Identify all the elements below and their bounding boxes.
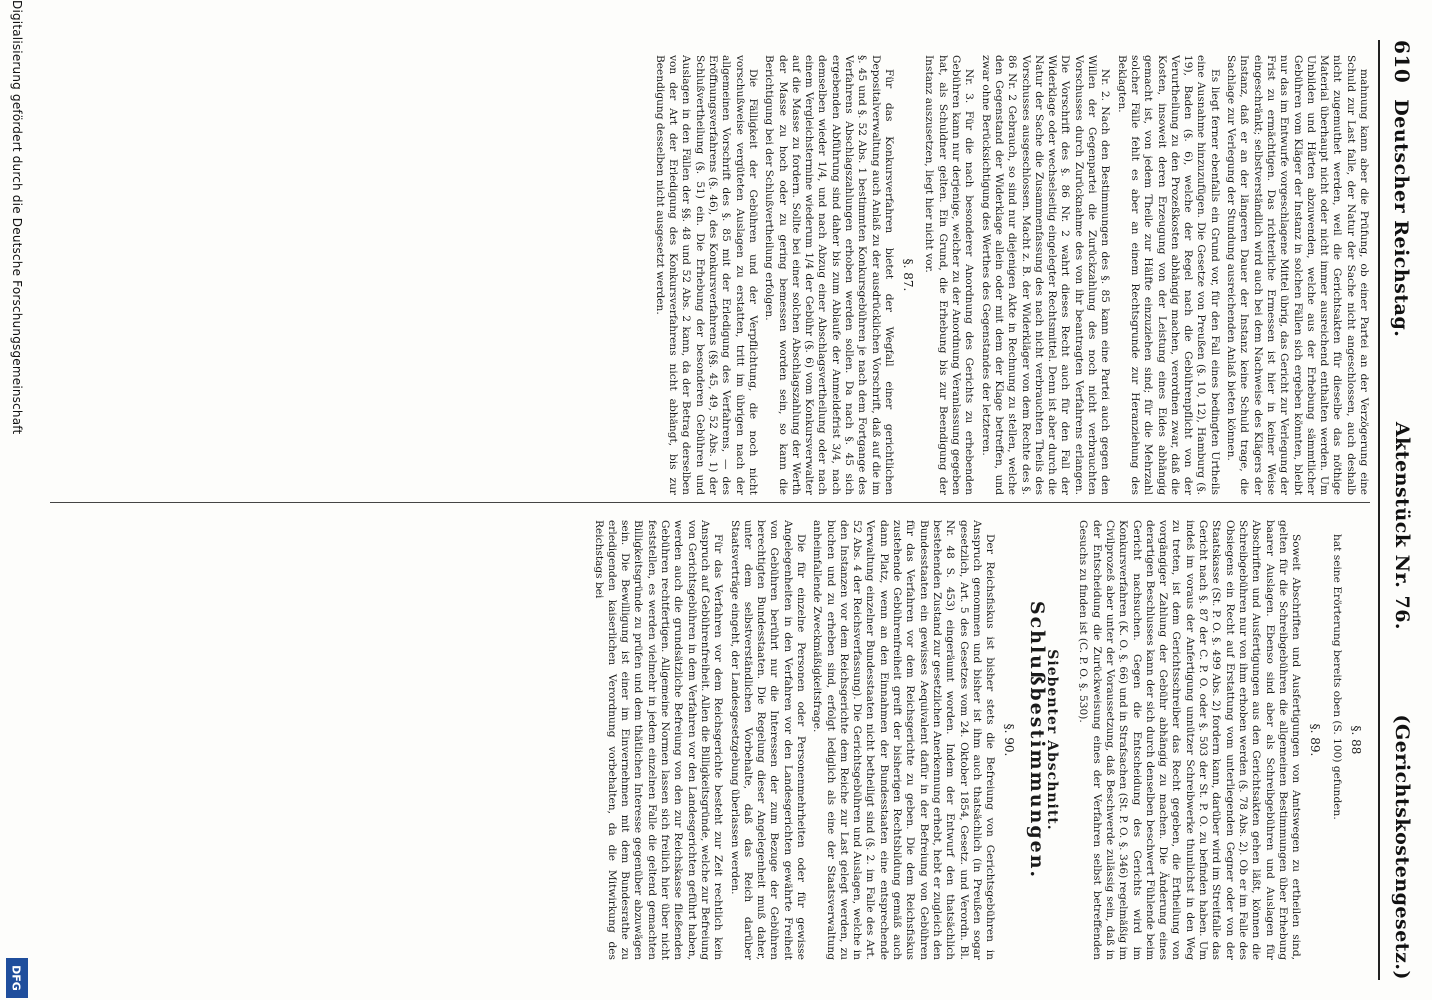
left-paragraph: mahnung kann aber die Prüfung, ob einer Partei an der Verzögerung eine Schuld zur Last falle, der Natur der Sache nicht angeschlossen, auch deshalb nicht zugemuthet werden, weil die Gerichtsakten für dieselbe das nöthige Material überhaupt nicht oder nicht immer ausreichend enthalten werden. Um Unbilden und Härten abzuwenden, welche aus der Erhebung sämmtlicher Gebühren vom Kläger der Instanz in solchen Fällen sich ergeben könnten, bleibt nur das im Entwurfe vorgeschlagene Mittel übrig, das Gericht zur Verlegung der Frist zu ermächtigen. Das richterliche Ermessen ist hier in keiner Weise eingeschränkt; selbstverständlich wird auch bei dem Nachweise des Klägers der Instanz, daß er an der längeren Dauer der Instanz keine Schuld trage, die Sachlage zur Verlegung der Stundung ausreichenden Anlaß bieten können. [1225,55,1370,495]
running-head-topic: (Gerichtskostengesetz.) [1391,714,1413,980]
paragraph-90: Die für einzelne Personen oder Personenmehrheiten oder für gewisse Angelegenheiten in den Verfahren vor den Landesgerichten gewährte Freiheit von Gebühren berührt nur die Interessen der zum Bezuge der Gebühren berechtigten Bundesstaaten. Die Regelung dieser Angelegenheit muß daher, unter dem selbstverständlichen Vorbehalte, daß das Reich darüber Staatsverträge eingeht, der Landesgesetzgebung überlassen werden. [728,520,808,960]
left-paragraph: Die Fälligkeit der Gebühren und der Verpflichtung, die noch nicht vorschußweise vergüteten Auslagen zu erstatten, tritt im übrigen nach der allgemeinen Vorschrift des §. 85 mit der Erledigung des Verfahrens, — des Eröffnungsverfahrens (§. 46), des Konkursverfahrens (§§. 45, 49, 52 Abs. 1) der Schlußvertheilung (§. 51) ein. Die Erhebung der besonderen Gebühren und Auslagen in den Fällen der §§. 48 und 52 Abs. 2 kann, da der Betrag derselben von der Art der Erledigung des Konkursverfahrens nicht abhängt, bis zur Beendigung desselben nicht ausgesetzt werden. [653,55,759,495]
right-column [50,520,1370,960]
paragraph-90: Für das Verfahren vor dem Reichsgerichte besteht zur Zeit rechtlich kein Anspruch auf Gebührenfreiheit. Allen die Billigkeitsgründe, welche zur Befreiung von Gerichtsgebühren in dem Verfahren vor den Landesgerichten geführt haben, werden auch die grundsätzliche Befreiung von den zur Reichskasse fließenden Gebühren rechtfertigen. Allgemeine Normen lassen sich freilich hier über nicht feststellen, es werden vielmehr in jedem einzelnen Falle die geltend gemachten Billigkeitsgründe zu prüfen und dem thätlichen Interesse gegenüber abzuwägen sein. Die Bewilligung ist einer im Einvernehmen mit dem Bundesrathe zu erledigenden kaiserlichen Verordnung vorbehalten, da die Mitwirkung des Reichstags bei [592,520,725,960]
column-divider [50,502,1370,503]
running-head-title: Deutscher Reichstag. [1390,99,1412,338]
paragraph-88: hat seine Erörterung bereits oben (S. 100) gefunden. [1330,534,1343,820]
header-rule [1378,40,1380,980]
section-87-mark: §. 87. [901,258,916,292]
left-column [50,55,1370,495]
digitization-footer [4,0,30,1000]
section-89-mark: §. 89. [1308,723,1323,757]
left-paragraph: Nr. 2. Nach den Bestimmungen des §. 85 kann eine Partei auch gegen den Willen der Gegenpartei die Zurückzahlung des noch nicht verbrauchten Vorschusses durch Zurücknahme des von ihr beantragten Verfahrens erlangen. Die Vorschrift des §. 86 Nr. 2 wahrt dieses Recht auch für den Fall der Widerklage oder wechselseitig eingelegter Rechtsmittel. Denn ist aber durch die Natur der Sache die Zusammenfassung des nach nicht verbrauchten Theils des Vorschusses ausgeschlossen. Macht z. B. der Widerkläger von dem Rechte des §. 86 Nr. 2 Gebrauch, so sind nur diejenigen Akte in Rechnung zu stellen, welche den Gegenstand der Widerklage allein oder mit dem der Klage betreffen, und zwar ohne Berücksichtigung des Werthes des Gegenstandes der letzteren. [979,55,1112,495]
paragraph-90: Der Reichsfiskus ist bisher stets die Befreiung von Gerichtsgebühren in Anspruch genommen und bisher ist ihm auch thatsächlich (in Preußen sogar gesetzlich, Art. 5 des Gesetzes vom 24. Oktober 1854, Gesetz. und Verordn. Bl. Nr. 48 S. 453) eingeräumt worden. Indem der Entwurf den thatsächlich bestehenden Zustand zur gesetzlichen Anerkennung erhebt, hebt er zugleich den Bundesstaaten ein gewisses Aequivalent dafür in der Befreiung von Gebühren für das Verfahren vor dem Reichsgerichte zu geben. Die dem Reichsfiskus zustehende Gebührenfreiheit greift der bisherigen Rechtsbildung gemäß auch dann Platz, wenn an den Einnahmen der Bundesstaaten eine entsprechende Verwaltung einzelner Bundesstaaten nicht betheiligt sind (§. 2. im Falle des Art. 52 Abs. 4 der Reichsverfassung). Die Gerichtsgebühren und Auslagen, welche in den Instanzen vor dem Reichsgerichte dem Reiche zur Last gelegt werden, zu buchen und zu erheben sind, erfolgt lediglich als eine der Staatsverwaltung anheimfallende Zweckmäßigkeitsfrage. [811,520,997,960]
running-head-subtitle: Aktenstück Nr. 76. [1391,421,1413,631]
chapter-title: Schlußbestimmungen. [1025,600,1048,880]
dfg-logo [6,958,28,998]
running-head-left [1390,40,1414,337]
left-paragraph: Es liegt ferner ebenfalls ein Grund vor, für den Fall eines bedingten Urtheils eine Ausnahme hinzuzufügen. Die Gesetze von Preußen (§. 10, 12), Hamburg (§. 19), Baden (§. 6), welche der Regel nach die Gebührenpflicht von der Verurtheilung zu den Prozeßkosten abhängig machen, verordnen zwar, daß die Kosten, insoweit deren Erzeugung von der Leistung eines Eides abhängig gemacht ist, von jedem Theile zur Hälfte einzuziehen sind; für die Mehrzahl solcher Fälle fehlt es aber an einem Rechtsgrunde zur Heranziehung des Beklagten. [1115,55,1221,495]
left-paragraph: Für das Konkursverfahren bietet der Wegfall einer gerichtlichen Depositalverwaltung auch Anlaß zu der ausdrücklichen Vorschrift, daß auf die im §. 45 und §. 52 Abs. 1 bestimmten Konkursgebühren je nach dem Fortgange des Verfahrens Abschlagszahlungen erhoben werden sollen. Da nach §. 45 sich ergebenden Abführung sind daher bis zum Ablaufe der Anmeldefrist 3/4, nach demselben wieder 1/4, und nach Abzug einer Abschlagsvertheilung oder nach einem Vergleichstermine wiederum 1/4 der Gebühr (§. 6) vom Konkursverwalter auf die Masse zu fordern. Sollte bei einer solchen Abschlagszahlung der Werth der Masse zu hoch oder zu gering bemessen worden sein, so kann die Berichtigung bei der Schlußvertheilung erfolgen. [763,55,895,495]
paragraph-89: Soweit Abschriften und Ausfertigungen von Amtswegen zu ertheilen sind, gelten für die Schreibgebühren die allgemeinen Bestimmungen über Erhebung baarer Auslagen. Ebenso sind aber als Schreibgebühren und Auslagen für Abschriften und Ausfertigungen aus den Gerichtsakten gehen läßt, können die Schreibgebühren nur von ihm erhoben werden (§. 78 Abs. 2). Ob er im Falle des Obsiegens ein Recht auf Erstattung vom unterliegenden Gegner oder von der Staatskasse (St. P. O. §. 499 Abs. 2) fordern kann, darüber wird im Streitfalle das Gericht nach §. 87 der C. P. O. oder §. 503 der St. P. O. zu befinden haben. Um indeß im voraus der Anfertigung unnützer Schreibwerke thunlichst in den Weg zu treten, ist dem Gerichtsschreiber das Recht gegeben, die Ertheilung von vorgängiger Zahlung der Gebühr abhängig zu machen. Die Änderung eines derartigen Beschlusses kann der sich durch denselben beschwert Fühlende beim Gericht nachsuchen. Gegen die Entscheidung des Gerichts wird im Konkursverfahren (K. O. §. 66) und in Strafsachen (St. P. O. §. 346) regelmäßig im Civilprozeß aber unter der Voraussetzung, daß Beschwerde zulässig sein, daß in der Entscheidung die Zurückweisung eines der Verfahren selbst betreffenden Gesuchs zu finden ist (C. P. O. §. 530). [1077,520,1303,960]
section-88-mark: §. 88 [1349,725,1363,755]
page-number: 610 [1390,40,1414,84]
section-90-mark: §. 90. [1002,723,1017,757]
left-paragraph: Nr. 3. Für die nach besonderer Anordnung des Gerichts zu erhebenden Gebühren kann nur derjenige, welcher zu der Anordnung Veranlassung gegeben hat, als Schuldner gelten. Ein Grund, die Erhebung bis zur Beendigung der Instanz auszusetzen, liegt hier nicht vor. [923,55,976,495]
dfg-logo-text: DFG [9,965,23,991]
digitization-credit: Digitalisierung gefördert durch die Deutsche Forschungsgemeinschaft [10,0,24,435]
chapter-label: Siebenter Abschnitt. [1044,649,1061,831]
running-head [1380,40,1424,980]
